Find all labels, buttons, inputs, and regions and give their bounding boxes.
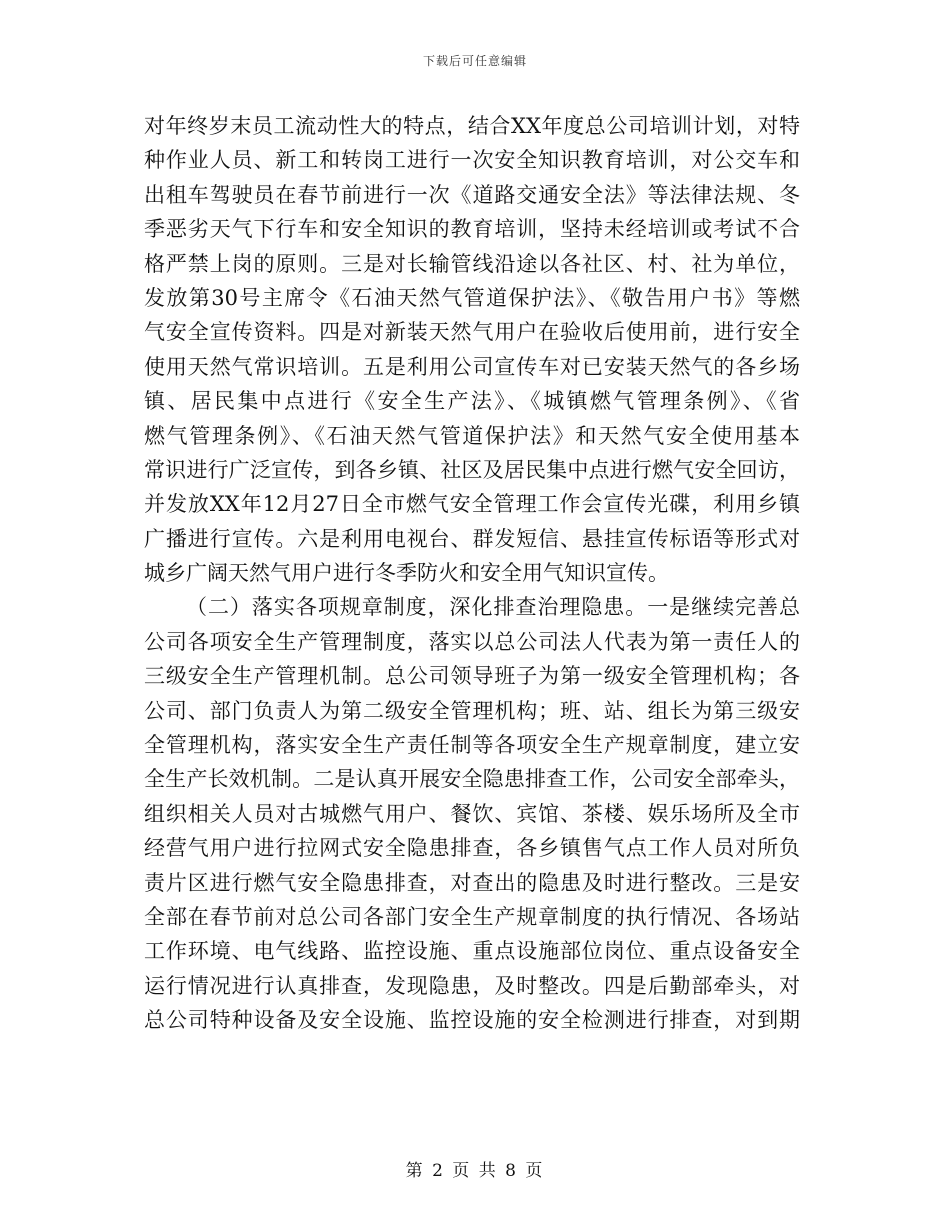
paragraph-line: 公司各项安全生产管理制度，落实以总公司法人代表为第一责任人的: [144, 629, 800, 654]
paragraph-line: 公司、部门负责人为第二级安全管理机构；班、站、组长为第三级安: [144, 698, 800, 723]
paragraph-line: 常识进行广泛宣传，到各乡镇、社区及居民集中点进行燃气安全回访，: [144, 457, 800, 482]
paragraph-line: 工作环境、电气线路、监控设施、重点设施部位岗位、重点设备安全: [144, 939, 800, 964]
paragraph-line: 种作业人员、新工和转岗工进行一次安全知识教育培训，对公交车和: [144, 148, 800, 173]
paragraph-line: 全生产长效机制。二是认真开展安全隐患排查工作，公司安全部牵头，: [144, 767, 800, 792]
paragraph-line: 并发放XX年12月27日全市燃气安全管理工作会宣传光碟，利用乡镇: [144, 492, 800, 517]
paragraph-line: 镇、居民集中点进行《安全生产法》、《城镇燃气管理条例》、《省: [144, 389, 800, 414]
paragraph-line: 对年终岁末员工流动性大的特点，结合XX年度总公司培训计划，对特: [144, 114, 800, 138]
paragraph-line: 气安全宣传资料。四是对新装天然气用户在验收后使用前，进行安全: [144, 320, 800, 345]
paragraph-line: 三级安全生产管理机制。总公司领导班子为第一级安全管理机构；各: [144, 664, 800, 689]
paragraph-line: 全管理机构，落实安全生产责任制等各项安全生产规章制度，建立安: [144, 733, 800, 758]
paragraph-line: 运行情况进行认真排查，发现隐患，及时整改。四是后勤部牵头，对: [144, 973, 800, 998]
paragraph-line: 总公司特种设备及安全设施、监控设施的安全检测进行排查，对到期: [144, 1008, 800, 1033]
page-header: 下载后可任意编辑: [422, 54, 527, 68]
body-text: [144, 109, 800, 1038]
paragraph-line: 使用天然气常识培训。五是利用公司宣传车对已安装天然气的各乡场: [144, 354, 800, 379]
paragraph-line: 季恶劣天气下行车和安全知识的教育培训，坚持未经培训或考试不合: [144, 217, 800, 242]
paragraph-line: （二）落实各项规章制度，深化排查治理隐患。一是继续完善总: [186, 595, 800, 620]
paragraph-line: 全部在春节前对总公司各部门安全生产规章制度的执行情况、各场站: [144, 904, 800, 929]
paragraph-line: 发放第30号主席令《石油天然气管道保护法》、《敬告用户书》等燃: [144, 285, 800, 310]
paragraph-line: 经营气用户进行拉网式安全隐患排查，各乡镇售气点工作人员对所负: [144, 836, 800, 861]
paragraph-line: 出租车驾驶员在春节前进行一次《道路交通安全法》等法律法规、冬: [144, 182, 800, 207]
paragraph-line: 广播进行宣传。六是利用电视台、群发短信、悬挂宣传标语等形式对: [144, 526, 800, 551]
paragraph-line: 责片区进行燃气安全隐患排查，对查出的隐患及时进行整改。三是安: [144, 870, 800, 895]
paragraph-line: 格严禁上岗的原则。三是对长输管线沿途以各社区、村、社为单位，: [144, 251, 800, 276]
paragraph-line: 组织相关人员对古城燃气用户、餐饮、宾馆、茶楼、娱乐场所及全市: [144, 801, 800, 826]
paragraph-line: 城乡广阔天然气用户进行冬季防火和安全用气知识宣传。: [144, 561, 669, 586]
paragraph-line: 燃气管理条例》、《石油天然气管道保护法》和天然气安全使用基本: [144, 423, 800, 448]
page-number: 第 2 页 共 8 页: [405, 1161, 545, 1181]
